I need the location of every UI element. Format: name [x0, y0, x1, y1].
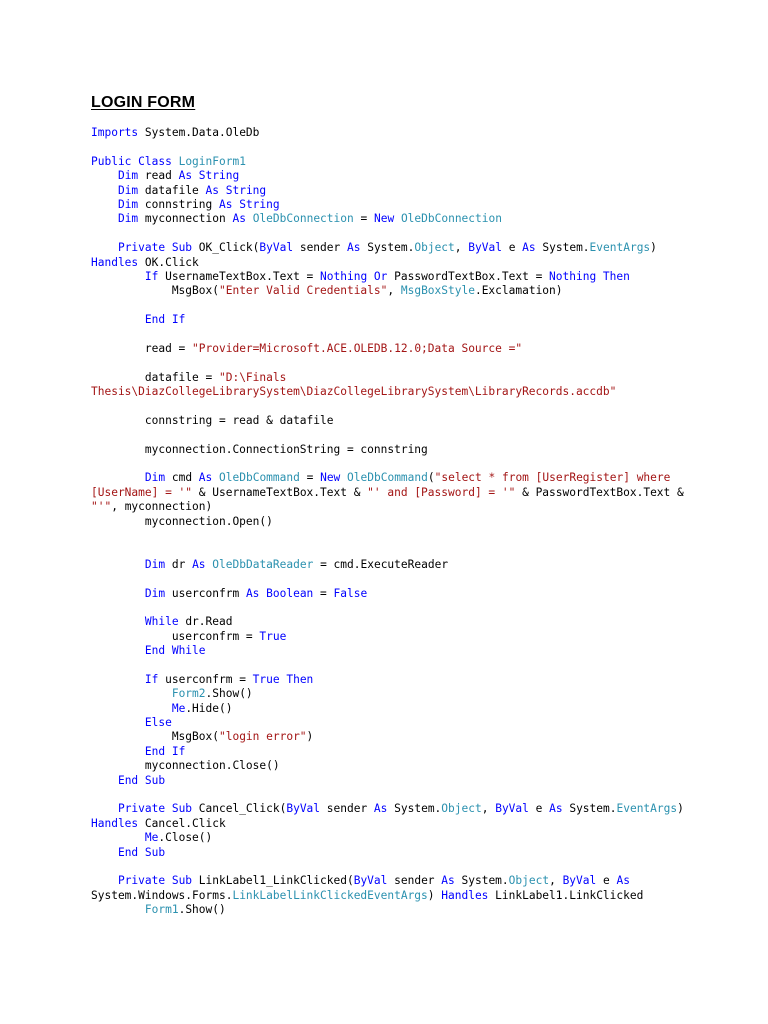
- code-type: Form2: [171, 687, 206, 701]
- code-text: e: [528, 802, 550, 816]
- code-block: [91, 126, 684, 917]
- code-line: [91, 543, 684, 557]
- code-keyword: Handles: [91, 255, 139, 269]
- code-keyword: True Then: [252, 672, 314, 686]
- code-text: ,: [549, 874, 563, 888]
- code-text: [91, 903, 145, 916]
- code-text: LinkLabel1_LinkClicked(: [192, 874, 354, 888]
- code-text: [91, 673, 145, 686]
- code-keyword: End If: [144, 313, 186, 327]
- code-line: [91, 572, 684, 586]
- code-keyword: As: [441, 874, 455, 888]
- code-text: ): [677, 802, 684, 816]
- code-text: [91, 471, 145, 484]
- code-type: Form1: [144, 903, 179, 917]
- code-type: OleDbConnection: [400, 212, 502, 226]
- code-text: [91, 184, 118, 197]
- code-line: [91, 558, 684, 572]
- code-line: [91, 256, 684, 270]
- code-line: [91, 184, 684, 198]
- code-text: cmd: [165, 471, 199, 485]
- code-text: read: [138, 169, 179, 183]
- code-text: [91, 774, 118, 787]
- code-line: [91, 414, 684, 428]
- code-text: [91, 846, 118, 859]
- code-keyword: New: [373, 212, 395, 226]
- code-text: .Close(): [158, 831, 213, 845]
- code-line: [91, 730, 684, 744]
- code-text: System.: [562, 802, 617, 816]
- code-text: (: [427, 471, 435, 485]
- code-keyword: As: [373, 802, 388, 816]
- code-text: [91, 313, 145, 326]
- code-keyword: Public Class: [91, 154, 172, 168]
- code-keyword: Private Sub: [117, 874, 193, 888]
- code-line: [91, 874, 684, 888]
- code-string: "Provider=Microsoft.ACE.OLEDB.12.0;Data Source =": [192, 341, 523, 355]
- code-line: [91, 198, 684, 212]
- code-type: EventArgs: [589, 241, 651, 255]
- code-text: [394, 212, 401, 225]
- code-keyword: True: [259, 629, 287, 643]
- code-text: .Exclamation): [474, 284, 563, 298]
- code-line: [91, 284, 684, 298]
- code-line: [91, 270, 684, 284]
- code-line: [91, 371, 684, 385]
- code-line: [91, 313, 684, 327]
- code-line: [91, 126, 684, 140]
- code-keyword: As: [616, 874, 630, 888]
- code-line: [91, 802, 684, 816]
- code-line: [91, 644, 684, 658]
- code-line: [91, 457, 684, 471]
- code-line: [91, 428, 684, 442]
- code-line: [91, 515, 684, 529]
- code-line: [91, 299, 684, 313]
- code-line: [91, 687, 684, 701]
- code-text: [91, 587, 145, 600]
- code-line: [91, 759, 684, 773]
- code-line: [91, 673, 684, 687]
- code-string: Thesis\DiazCollegeLibrarySystem\DiazCollegeLibrarySystem\LibraryRecords.accdb": [91, 385, 617, 399]
- code-keyword: ByVal: [353, 874, 388, 888]
- code-line: [91, 399, 684, 413]
- code-string: "' and [Password] = '": [367, 485, 516, 499]
- code-text: userconfrm =: [91, 629, 260, 643]
- code-keyword: As: [192, 557, 206, 571]
- code-line: [91, 615, 684, 629]
- code-type: MsgBoxStyle: [400, 284, 475, 298]
- code-text: datafile =: [91, 370, 219, 384]
- code-type: EventArgs: [616, 802, 678, 816]
- code-keyword: As String: [178, 169, 240, 183]
- code-text: [91, 270, 145, 283]
- code-keyword: End If: [144, 744, 186, 758]
- code-line: [91, 903, 684, 917]
- code-keyword: As: [346, 241, 361, 255]
- code-line: [91, 745, 684, 759]
- code-type: OleDbConnection: [252, 212, 354, 226]
- code-text: System.: [360, 241, 415, 255]
- code-line: [91, 788, 684, 802]
- code-text: dr.Read: [178, 615, 233, 629]
- code-text: System.Data.OleDb: [138, 126, 260, 139]
- code-text: .Show(): [178, 903, 226, 917]
- code-text: dr: [165, 557, 193, 571]
- code-text: =: [313, 586, 334, 600]
- code-keyword: ByVal: [562, 874, 597, 888]
- code-keyword: Private Sub: [117, 241, 193, 255]
- code-keyword: Dim: [144, 586, 166, 600]
- code-text: System.: [387, 802, 442, 816]
- code-text: connstring: [138, 197, 219, 211]
- code-type: OleDbCommand: [347, 471, 428, 485]
- code-line: [91, 658, 684, 672]
- code-text: [91, 831, 145, 844]
- code-line: [91, 212, 684, 226]
- code-line: [91, 471, 684, 485]
- code-text: [172, 155, 179, 168]
- code-text: [91, 716, 145, 729]
- code-text: sender: [320, 802, 374, 816]
- code-text: [91, 212, 118, 225]
- code-text: datafile: [138, 183, 206, 197]
- code-line: [91, 889, 684, 903]
- code-text: userconfrm: [165, 586, 246, 600]
- code-keyword: Dim: [144, 557, 166, 571]
- code-keyword: Dim: [144, 471, 166, 485]
- code-line: [91, 486, 684, 500]
- code-text: =: [353, 212, 374, 226]
- code-line: [91, 155, 684, 169]
- code-type: Object: [508, 874, 550, 888]
- code-text: Cancel.Click: [138, 816, 226, 830]
- code-keyword: As: [549, 802, 563, 816]
- code-text: [91, 745, 145, 758]
- code-keyword: If: [144, 672, 159, 686]
- code-text: System.: [454, 874, 509, 888]
- code-keyword: As String: [205, 183, 267, 197]
- code-keyword: As: [198, 471, 213, 485]
- code-line: [91, 241, 684, 255]
- code-keyword: ByVal: [468, 241, 502, 255]
- code-type: LoginForm1: [178, 154, 246, 168]
- code-type: LinkLabelLinkClickedEventArgs: [232, 888, 428, 902]
- code-line: [91, 227, 684, 241]
- code-line: [91, 846, 684, 860]
- code-text: myconnection: [138, 212, 233, 226]
- code-keyword: As Boolean: [245, 586, 314, 600]
- code-text: .Show(): [205, 687, 253, 701]
- code-keyword: Private Sub: [117, 802, 193, 816]
- code-string: "'": [91, 500, 112, 514]
- code-text: connstring = read & datafile: [91, 413, 334, 427]
- code-keyword: Dim: [117, 169, 139, 183]
- code-text: myconnection.ConnectionString = connstring: [91, 442, 428, 456]
- code-text: ,: [387, 284, 401, 298]
- code-line: [91, 500, 684, 514]
- code-text: e: [596, 874, 617, 888]
- code-text: ): [427, 888, 442, 902]
- code-keyword: Imports: [91, 126, 139, 139]
- code-keyword: ByVal: [259, 241, 294, 255]
- code-string: "D:\Finals: [218, 370, 287, 384]
- code-keyword: ByVal: [495, 802, 529, 816]
- code-type: Object: [441, 802, 482, 816]
- code-keyword: If: [144, 269, 159, 283]
- code-text: Cancel_Click(: [192, 802, 287, 816]
- code-text: MsgBox(: [91, 730, 219, 744]
- code-text: ,: [481, 802, 496, 816]
- code-line: [91, 327, 684, 341]
- code-text: .Hide(): [185, 701, 233, 715]
- code-text: [91, 198, 118, 211]
- code-text: [91, 169, 118, 182]
- code-text: PasswordTextBox.Text =: [387, 269, 550, 283]
- code-line: [91, 831, 684, 845]
- code-text: LinkLabel1.LinkClicked: [488, 888, 644, 902]
- code-text: , myconnection): [111, 500, 213, 514]
- code-text: [91, 558, 145, 571]
- code-text: [91, 702, 172, 715]
- code-keyword: Handles: [91, 816, 139, 830]
- code-keyword: New: [320, 471, 341, 485]
- code-line: [91, 774, 684, 788]
- code-line: [91, 529, 684, 543]
- code-keyword: As: [232, 212, 246, 226]
- code-keyword: Nothing Then: [549, 269, 630, 283]
- code-keyword: Dim: [117, 197, 139, 211]
- code-line: [91, 702, 684, 716]
- code-text: userconfrm =: [158, 672, 253, 686]
- code-line: [91, 630, 684, 644]
- code-text: OK.Click: [138, 255, 199, 269]
- code-keyword: End While: [144, 644, 206, 658]
- code-keyword: While: [144, 615, 179, 629]
- code-line: [91, 716, 684, 730]
- document-heading: LOGIN FORM: [91, 94, 196, 111]
- code-string: "select * from [UserRegister] where: [434, 471, 671, 485]
- code-keyword: Dim: [117, 183, 139, 197]
- code-keyword: Dim: [117, 212, 139, 226]
- code-keyword: Else: [144, 716, 172, 730]
- code-text: sender: [293, 241, 347, 255]
- code-line: [91, 169, 684, 183]
- code-string: "login error": [218, 730, 307, 744]
- code-text: sender: [387, 874, 442, 888]
- code-text: [91, 644, 145, 657]
- code-text: [91, 241, 118, 254]
- code-keyword: As: [522, 241, 536, 255]
- code-text: [91, 802, 118, 815]
- code-keyword: Me: [144, 831, 159, 845]
- code-keyword: Nothing Or: [320, 269, 388, 283]
- code-keyword: Me: [171, 701, 186, 715]
- code-keyword: As String: [219, 197, 280, 211]
- code-line: [91, 140, 684, 154]
- code-text: System.Windows.Forms.: [91, 888, 233, 902]
- code-type: OleDbCommand: [219, 471, 300, 485]
- code-text: myconnection.Open(): [91, 514, 273, 528]
- code-text: ): [306, 730, 314, 744]
- code-line: [91, 817, 684, 831]
- code-text: ): [650, 241, 657, 255]
- code-text: [91, 874, 118, 887]
- code-text: MsgBox(: [91, 284, 219, 298]
- code-text: System.: [535, 241, 590, 255]
- code-keyword: ByVal: [286, 802, 321, 816]
- code-line: [91, 385, 684, 399]
- code-line: [91, 356, 684, 370]
- code-keyword: Handles: [441, 888, 489, 902]
- code-text: & PasswordTextBox.Text &: [515, 485, 684, 499]
- code-type: OleDbDataReader: [212, 557, 314, 571]
- code-text: read =: [91, 341, 193, 355]
- code-text: UsernameTextBox.Text =: [158, 269, 321, 283]
- code-line: [91, 342, 684, 356]
- code-string: "Enter Valid Credentials": [218, 284, 388, 298]
- code-text: =: [299, 471, 321, 485]
- code-type: Object: [414, 241, 455, 255]
- code-text: ,: [454, 241, 469, 255]
- code-string: [UserName] = '": [91, 485, 193, 499]
- code-text: [91, 615, 145, 628]
- code-line: [91, 443, 684, 457]
- code-text: OK_Click(: [192, 241, 260, 255]
- code-text: myconnection.Close(): [91, 759, 280, 773]
- code-keyword: End Sub: [117, 773, 166, 787]
- code-line: [91, 587, 684, 601]
- code-keyword: End Sub: [117, 845, 166, 859]
- code-keyword: False: [333, 586, 368, 600]
- code-line: [91, 601, 684, 615]
- code-text: & UsernameTextBox.Text &: [192, 485, 368, 499]
- code-text: [246, 212, 253, 225]
- code-text: [91, 687, 172, 700]
- code-line: [91, 860, 684, 874]
- code-text: = cmd.ExecuteReader: [313, 557, 449, 571]
- code-text: e: [501, 241, 523, 255]
